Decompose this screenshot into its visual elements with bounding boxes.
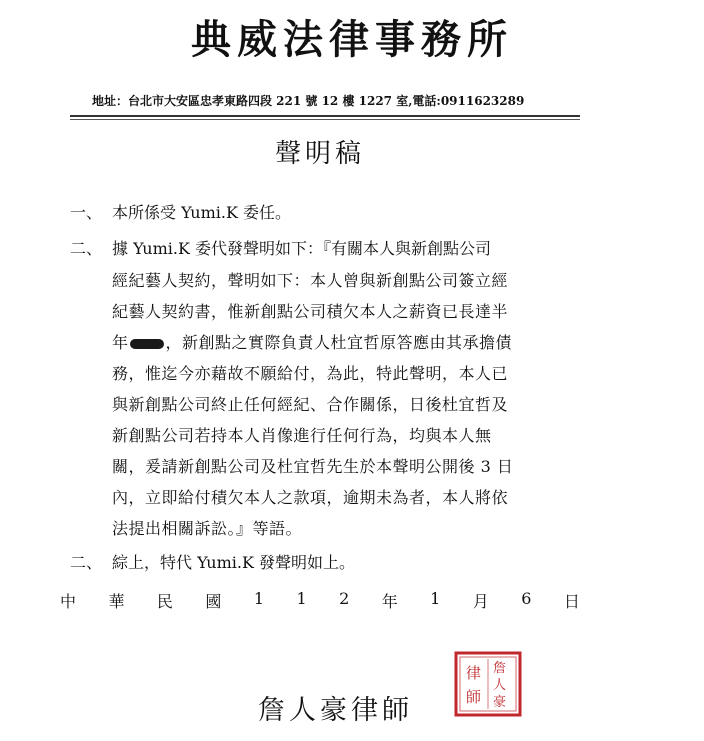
seal-char: 律 bbox=[466, 664, 482, 682]
statement-fragment: ，新創點之實際負責人杜宜哲原答應由其承擔債 bbox=[165, 333, 513, 352]
seal-char: 師 bbox=[466, 688, 482, 706]
statement-line: 新創點公司若持本人肖像進行任何行為，均與本人無 bbox=[112, 426, 492, 445]
date-char: 1 bbox=[430, 589, 441, 608]
date-char: 6 bbox=[521, 589, 532, 608]
item-2 bbox=[70, 236, 491, 259]
statement-line: 法提出相關訴訟。』等語。 bbox=[112, 519, 303, 538]
statement-line: 經紀藝人契約，聲明如下：本人曾與新創點公司簽立經 bbox=[112, 271, 509, 290]
date-char: 1 bbox=[296, 589, 307, 608]
item-number: 一、 bbox=[70, 203, 103, 222]
lawyer-signature: 詹人豪律師 bbox=[258, 695, 413, 726]
item-3 bbox=[70, 550, 355, 573]
statement-fragment: 年 bbox=[112, 333, 129, 352]
date-char: 年 bbox=[381, 592, 398, 611]
date-char: 中 bbox=[60, 592, 77, 611]
seal-char: 詹 bbox=[493, 661, 507, 676]
header-rule-thin bbox=[70, 119, 580, 120]
item-1 bbox=[70, 200, 291, 223]
date-char: 國 bbox=[205, 592, 222, 611]
item-text: 本所係受 Yumi.K 委任。 bbox=[112, 203, 291, 222]
statement-line: 紀藝人契約書，惟新創點公司積欠本人之薪資已長達半 bbox=[112, 302, 509, 321]
item-number: 二、 bbox=[70, 553, 103, 572]
firm-name: 典威法律事務所 bbox=[191, 16, 513, 63]
date-row bbox=[60, 589, 580, 612]
statement-line bbox=[112, 330, 512, 353]
date-char: 華 bbox=[108, 592, 125, 611]
firm-address: 地址：台北市大安區忠孝東路四段 221 號 12 樓 1227 室,電話:0911623289 bbox=[92, 94, 525, 108]
header-rule-thick bbox=[70, 115, 580, 117]
seal-char: 人 bbox=[493, 678, 507, 693]
date-char: 民 bbox=[156, 592, 173, 611]
date-char: 月 bbox=[472, 592, 489, 611]
statement-line: 與新創點公司終止任何經紀、合作關係，日後杜宜哲及 bbox=[112, 395, 509, 414]
date-char: 2 bbox=[339, 589, 350, 608]
seal-char: 豪 bbox=[493, 695, 507, 710]
item-text: 綜上，特代 Yumi.K 發聲明如上。 bbox=[112, 553, 355, 572]
date-char: 1 bbox=[253, 589, 264, 608]
statement-line: 務，惟迄今亦藉故不願給付，為此，特此聲明，本人已 bbox=[112, 364, 509, 383]
document-title: 聲明稿 bbox=[274, 139, 365, 169]
item-text: 據 Yumi.K 委代發聲明如下：『有關本人與新創點公司 bbox=[112, 239, 491, 258]
lawyer-seal-stamp bbox=[454, 651, 522, 717]
item-number: 二、 bbox=[70, 239, 103, 258]
statement-line: 內，立即給付積欠本人之款項，逾期未為者，本人將依 bbox=[112, 488, 509, 507]
redaction-mark bbox=[130, 339, 164, 349]
statement-line: 關，爰請新創點公司及杜宜哲先生於本聲明公開後 3 日 bbox=[112, 457, 514, 476]
date-char: 日 bbox=[563, 592, 580, 611]
